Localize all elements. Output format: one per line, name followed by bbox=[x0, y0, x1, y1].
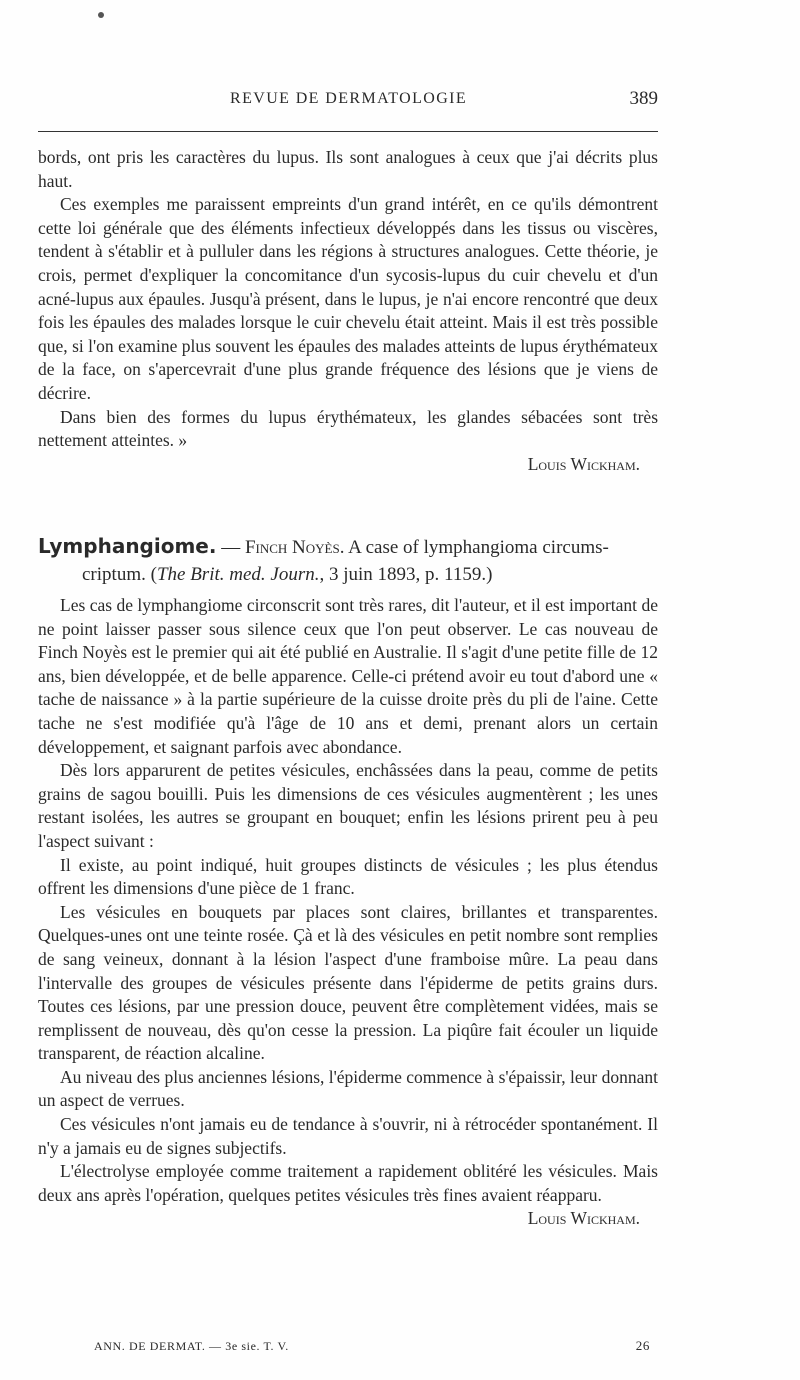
page-number: 389 bbox=[629, 88, 658, 109]
article-body bbox=[38, 594, 658, 1231]
signature: Louis Wickham. bbox=[527, 453, 640, 474]
paragraph: Ces vésicules n'ont jamais eu de tendance à s'ouvrir, ni à rétrocéder spontanément. Il n'y a jamais eu de signes subjectifs. bbox=[38, 1114, 658, 1158]
paragraph: bords, ont pris les caractères du lupus. Ils sont analogues à ceux que j'ai décrits plus haut. bbox=[38, 147, 658, 191]
header-rule bbox=[38, 131, 658, 132]
paragraph: Dès lors apparurent de petites vésicules, enchâssées dans la peau, comme de petits grains de sagou bouilli. Puis les dimensions de ces vésicules augmentèrent ; les unes restant isolées, les autres se groupant en bouquet; enfin les lésions prirent peu à peu l'aspect suivant : bbox=[38, 760, 658, 851]
ink-speck bbox=[98, 12, 104, 18]
article-title-cont: criptum. ( bbox=[82, 564, 157, 585]
section-continuation bbox=[38, 146, 658, 476]
running-head bbox=[38, 90, 658, 116]
paragraph: Il existe, au point indiqué, huit groupes distincts de vésicules ; les plus étendus offrent les dimensions d'une pièce de 1 franc. bbox=[38, 854, 658, 899]
heading-dash: — bbox=[216, 537, 245, 558]
paragraph: Dans bien des formes du lupus érythémateux, les glandes sébacées sont très nettement atteintes. » bbox=[38, 406, 658, 451]
page-footer bbox=[94, 1339, 650, 1354]
article-author: Finch Noyès. bbox=[244, 537, 345, 558]
running-head-title: REVUE DE DERMATOLOGIE bbox=[230, 90, 468, 107]
journal-name: The Brit. med. Journ. bbox=[156, 564, 320, 585]
footer-text: ANN. DE DERMAT. — 3e sie. T. V. bbox=[94, 1339, 289, 1353]
signature-mark: 26 bbox=[635, 1338, 650, 1353]
article-headword: Lymphangiome. bbox=[38, 534, 217, 558]
paragraph: Ces exemples me paraissent empreints d'un grand intérêt, en ce qu'ils démontrent cette loi générale que des éléments infectieux développés dans les tissus ou viscères, tendent à s'établir et à pulluler dans les régions à structures analogues. Cette théorie, je crois, permet d'expliquer la concomitance d'un sycosis-lupus du cuir chevelu et d'un acné-lupus aux épaules. Jusqu'à présent, dans le lupus, je n'ai encore rencontré que deux fois les épaules des malades lorsque le cuir chevelu était atteint. Mais il est très possible que, si l'on examine plus souvent les épaules des malades atteints de lupus érythémateux de la face, on s'apercevrait d'une plus grande fréquence des lésions que je viens de décrire. bbox=[38, 194, 658, 403]
article-heading bbox=[38, 533, 658, 588]
paragraph: Les vésicules en bouquets par places sont claires, brillantes et transparentes. Quelques-unes ont une teinte rosée. Çà et là des vésicules en petit nombre sont remplies de sang veineux, donnant à la lésion l'aspect d'une framboise mûre. La peau dans l'intervalle des groupes de vésicules présente dans l'épiderme de petits grains durs. Toutes ces lésions, par une pression douce, peuvent être complètement vidées, mais se remplissent de nouveau, dès qu'on cesse la pression. La piqûre fait écouler un liquide transparent, de réaction alcaline. bbox=[38, 901, 658, 1064]
paragraph: Au niveau des plus anciennes lésions, l'épiderme commence à s'épaissir, leur donnant un aspect de verrues. bbox=[38, 1066, 658, 1111]
citation: , 3 juin 1893, p. 1159.) bbox=[319, 564, 493, 585]
article-signature: Louis Wickham. bbox=[527, 1208, 640, 1229]
paragraph: L'électrolyse employée comme traitement a rapidement oblitéré les vésicules. Mais deux ans après l'opération, quelques petites vésicules très fines avaient réapparu. bbox=[38, 1161, 658, 1205]
paragraph: Les cas de lymphangiome circonscrit sont très rares, dit l'auteur, et il est important de ne point laisser passer sous silence ceux que l'on peut observer. Le cas nouveau de Finch Noyès est le premier qui ait été publié en Australie. Il s'agit d'une petite fille de 12 ans, bien développée, et de belle apparence. Celle-ci prétend avoir eu tout d'abord une « tache de naissance » à la partie supérieure de la cuisse droite près du pli de l'aine. Cette tache ne s'est modifiée qu'à l'âge de 10 ans et demi, prenant alors un certain développement, et saignant parfois avec abondance. bbox=[38, 595, 658, 757]
article-title: A case of lymphangioma circums- bbox=[344, 537, 609, 558]
